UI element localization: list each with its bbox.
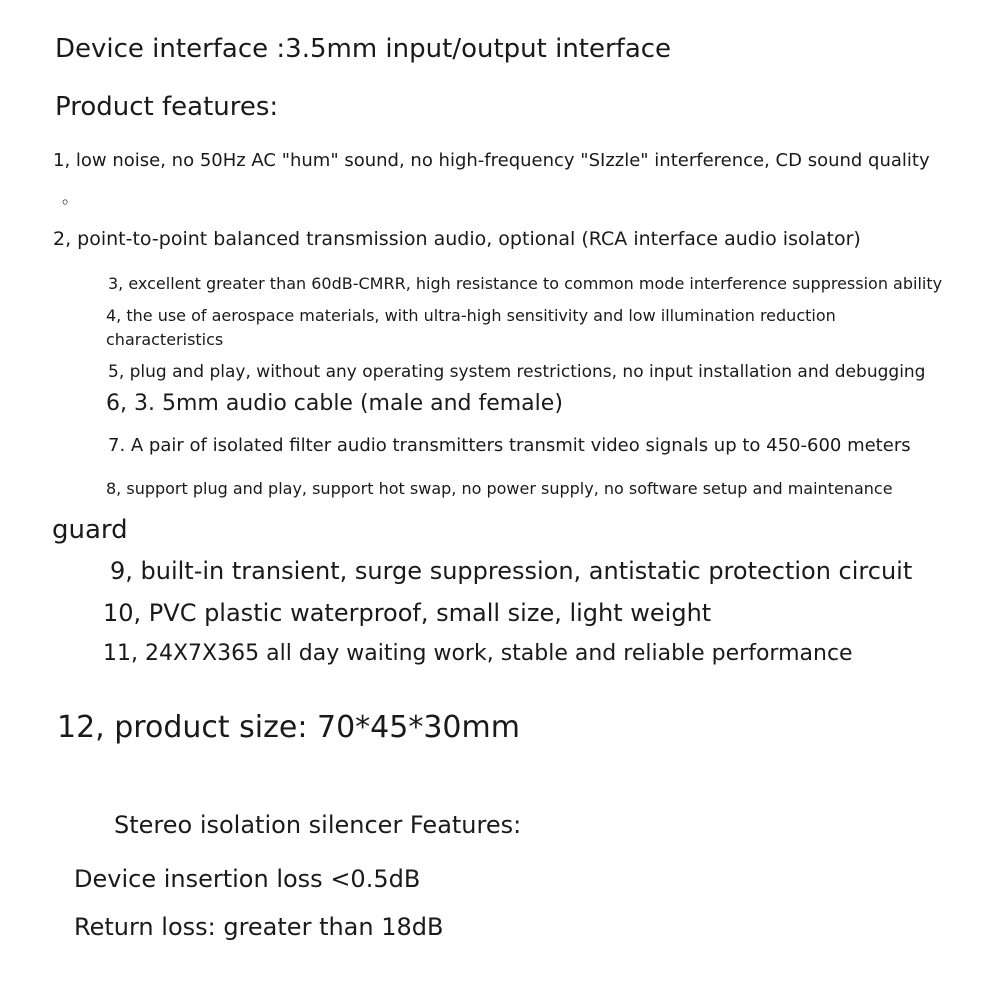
product-features-heading: Product features: (55, 92, 279, 122)
feature-item-10: 10, PVC plastic waterproof, small size, light weight (103, 599, 712, 627)
feature-item-4-continued: characteristics (106, 330, 224, 349)
insertion-loss-spec: Device insertion loss <0.5dB (74, 865, 421, 893)
feature-item-11: 11, 24X7X365 all day waiting work, stable and reliable performance (103, 641, 853, 666)
return-loss-spec: Return loss: greater than 18dB (74, 913, 444, 941)
feature-item-2: 2, point-to-point balanced transmission audio, optional (RCA interface audio isolator) (53, 228, 861, 250)
feature-item-8-continued: guard (52, 515, 128, 545)
feature-item-1: 1, low noise, no 50Hz AC "hum" sound, no high-frequency "SIzzle" interference, CD sound quality (53, 150, 930, 171)
feature-item-1-period: 。 (62, 188, 79, 208)
feature-item-12: 12, product size: 70*45*30mm (57, 710, 520, 745)
device-interface-line: Device interface :3.5mm input/output interface (55, 34, 672, 64)
stereo-isolation-heading: Stereo isolation silencer Features: (114, 811, 522, 839)
feature-item-9: 9, built-in transient, surge suppression, antistatic protection circuit (110, 557, 913, 585)
feature-item-5: 5, plug and play, without any operating system restrictions, no input installation and debugging (108, 362, 926, 382)
feature-item-7: 7. A pair of isolated filter audio transmitters transmit video signals up to 450-600 meters (108, 435, 911, 456)
feature-item-8: 8, support plug and play, support hot swap, no power supply, no software setup and maintenance (106, 479, 893, 498)
feature-item-6: 6, 3. 5mm audio cable (male and female) (106, 391, 563, 416)
feature-item-3: 3, excellent greater than 60dB-CMRR, high resistance to common mode interference suppression ability (108, 274, 943, 293)
feature-item-4: 4, the use of aerospace materials, with ultra-high sensitivity and low illumination reduction (106, 306, 836, 325)
